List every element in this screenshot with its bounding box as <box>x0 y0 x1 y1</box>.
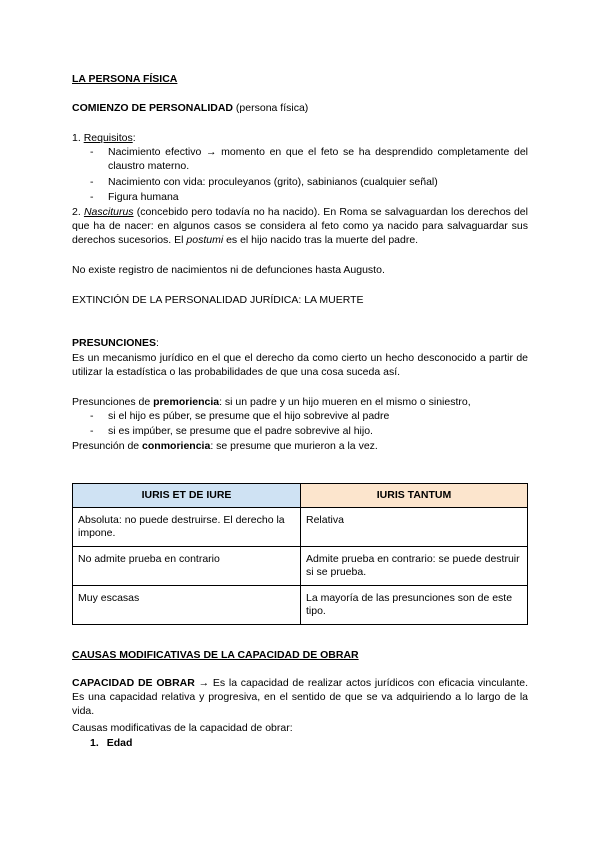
presunciones-desc: Es un mecanismo jurídico en el que el derecho da como cierto un hecho desconocido a partir de utilizar la estadística o las probabilidades de que una cosa suceda así. <box>72 352 528 378</box>
premoriencia-pre: Presunciones de <box>72 396 154 408</box>
postumi-text: es el hijo nacido tras la muerte del padre. <box>223 234 419 246</box>
comienzo-note: (persona física) <box>233 102 309 114</box>
premoriencia-line <box>72 395 528 409</box>
table-row <box>73 508 528 547</box>
causas-list-num: 1. <box>90 737 99 749</box>
premoriencia-term: premoriencia <box>153 396 220 408</box>
table-header-iuris-et-de-iure: IURIS ET DE IURE <box>73 484 301 508</box>
premoriencia-item-2: si es impúber, se presume que el padre sobrevive al hijo. <box>108 425 373 437</box>
causas-list-item: Edad <box>106 737 133 749</box>
table-row <box>73 586 528 625</box>
list-item: - Nacimiento efectivo → momento en que el feto se ha desprendido completamente del claustro materno. <box>90 146 528 172</box>
presunciones-term: PRESUNCIONES <box>72 337 157 349</box>
capacidad-term: CAPACIDAD DE OBRAR <box>72 677 195 689</box>
extincion-heading: EXTINCIÓN DE LA PERSONALIDAD JURÍDICA: LA MUERTE <box>72 294 364 306</box>
requisitos-term: Requisitos <box>83 132 133 144</box>
table-row <box>73 547 528 586</box>
requisito-2: Nacimiento con vida: proculeyanos (grito), sabinianos (cualquier señal) <box>108 176 438 188</box>
list-item: - si el hijo es púber, se presume que el hijo sobrevive al padre <box>90 409 528 423</box>
list-item: - si es impúber, se presume que el padre sobrevive al hijo. <box>90 424 528 438</box>
conmoriencia-post: : se presume que murieron a la vez. <box>210 440 378 452</box>
nasciturus-text: (concebido pero todavía no ha nacido). En Roma se salvaguardan los derechos del que ha de nacer: en algunos casos se considera al feto como ya nacido para salvaguardar sus derechos sucesorios. El <box>72 206 528 246</box>
table-header-row <box>73 484 528 508</box>
registro-text: No existe registro de nacimientos ni de defunciones hasta Augusto. <box>72 264 385 276</box>
section-heading-comienzo <box>72 101 528 115</box>
premoriencia-post: : si un padre y un hijo mueren en el mismo o siniestro, <box>219 396 471 408</box>
table-cell: No admite prueba en contrario <box>73 547 301 586</box>
requisitos-label <box>72 131 528 145</box>
requisito-1: Nacimiento efectivo → momento en que el feto se ha desprendido completamente del claustro materno. <box>108 146 528 172</box>
nasciturus-paragraph <box>72 205 528 247</box>
conmoriencia-line <box>72 439 528 453</box>
presunciones-table <box>72 483 528 625</box>
capacidad-paragraph <box>72 676 528 718</box>
presunciones-colon: : <box>156 337 159 349</box>
causas-intro: Causas modificativas de la capacidad de obrar: <box>72 722 293 734</box>
requisitos-num: 1. <box>72 132 84 144</box>
conmoriencia-term: conmoriencia <box>142 440 211 452</box>
presunciones-heading <box>72 336 528 350</box>
list-item: - Figura humana <box>90 190 528 204</box>
table-cell: Absoluta: no puede destruirse. El derecho la impone. <box>73 508 301 547</box>
requisitos-colon: : <box>132 132 136 144</box>
causas-heading: CAUSAS MODIFICATIVAS DE LA CAPACIDAD DE OBRAR <box>72 649 359 661</box>
table-header-iuris-tantum: IURIS TANTUM <box>301 484 528 508</box>
table-cell: Relativa <box>301 508 528 547</box>
table-cell: La mayoría de las presunciones son de este tipo. <box>301 586 528 625</box>
table-cell: Muy escasas <box>73 586 301 625</box>
nasciturus-num: 2. <box>72 206 84 218</box>
conmoriencia-pre: Presunción de <box>72 440 143 452</box>
list-item: - Nacimiento con vida: proculeyanos (grito), sabinianos (cualquier señal) <box>90 175 528 189</box>
nasciturus-term: Nasciturus <box>83 206 134 218</box>
postumi-term: postumi <box>186 234 224 246</box>
premoriencia-item-1: si el hijo es púber, se presume que el hijo sobrevive al padre <box>108 410 390 422</box>
requisito-3: Figura humana <box>108 191 179 203</box>
list-item <box>90 736 132 750</box>
page-title: LA PERSONA FÍSICA <box>72 73 178 85</box>
capacidad-text: → Es la capacidad de realizar actos jurídicos con eficacia vinculante. Es una capacidad relativa y progresiva, en el sentido de que se va adquiriendo a lo largo de la vida. <box>72 677 528 717</box>
comienzo-heading: COMIENZO DE PERSONALIDAD <box>72 102 234 114</box>
table-cell: Admite prueba en contrario: se puede destruir si se prueba. <box>301 547 528 586</box>
